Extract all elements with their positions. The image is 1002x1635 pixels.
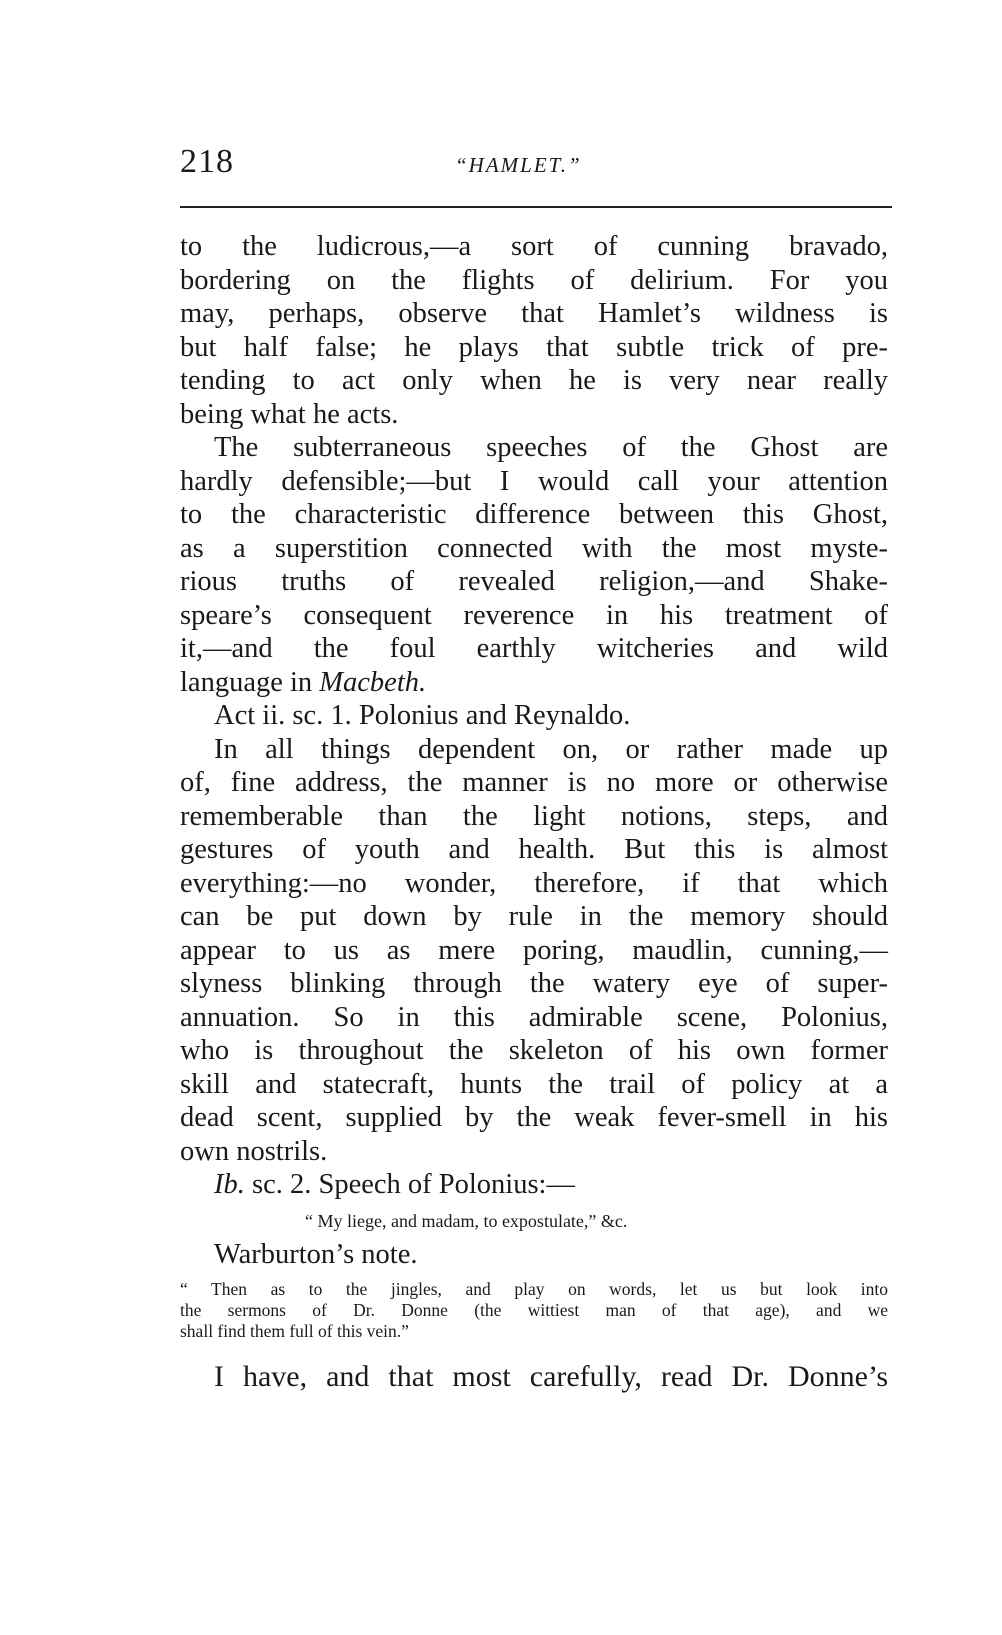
paragraph-3 — [180, 733, 888, 1169]
text-line: In all things dependent on, or rather made up — [214, 733, 888, 765]
page-number: 218 — [180, 143, 234, 180]
text-line: but half false; he plays that subtle trick of pre- — [180, 331, 888, 363]
text-line: of, fine address, the manner is no more or otherwise — [180, 767, 888, 798]
text-line: slyness blinking through the watery eye of super- — [180, 968, 888, 999]
text-line: being what he acts. — [180, 398, 399, 430]
text-line: it,—and the foul earthly witcheries and wild — [180, 633, 888, 664]
text-line: may, perhaps, observe that Hamlet’s wildness is — [180, 298, 888, 329]
text-line: own nostrils. — [180, 1135, 328, 1167]
note-line: “ Then as to the jingles, and play on words, let us but look into — [180, 1279, 888, 1299]
text-line — [180, 666, 888, 700]
text-line: as a superstition connected with the most myste- — [180, 532, 888, 564]
text-line: appear to us as mere poring, maudlin, cunning,— — [180, 934, 888, 966]
warburton-note — [180, 1279, 888, 1342]
body-text — [180, 230, 888, 1394]
text-line: dead scent, supplied by the weak fever-smell in his — [180, 1102, 888, 1133]
text-line: hardly defensible;—but I would call your attention — [180, 465, 888, 497]
act-heading: Act ii. sc. 1. Polonius and Reynaldo. — [214, 700, 631, 731]
paragraph-1 — [180, 230, 888, 431]
warburton-heading: Warburton’s note. — [214, 1238, 418, 1270]
text-line: The subterraneous speeches of the Ghost are — [214, 432, 888, 463]
final-line: I have, and that most carefully, read Dr. Donne’s — [214, 1360, 888, 1393]
spacer — [180, 1271, 888, 1279]
text-line: who is throughout the skeleton of his own former — [180, 1035, 888, 1066]
text-line: rious truths of revealed religion,—and Shake- — [180, 566, 888, 597]
text-line: to the ludicrous,—a sort of cunning bravado, — [180, 231, 888, 262]
spacer — [180, 1342, 888, 1360]
ib-abbrev: Ib. — [214, 1169, 245, 1200]
text-line: annuation. So in this admirable scene, Polonius, — [180, 1001, 888, 1033]
text-line: bordering on the flights of delirium. For you — [180, 264, 888, 296]
note-line: shall find them full of this vein.” — [180, 1321, 409, 1341]
text-line: can be put down by rule in the memory should — [180, 901, 888, 932]
header-rule — [180, 206, 892, 208]
polonius-quote: “ My liege, and madam, to expostulate,” &c. — [305, 1210, 628, 1231]
paragraph-2 — [180, 431, 888, 699]
text-line: rememberable than the light notions, steps, and — [180, 800, 888, 832]
text-line: gestures of youth and health. But this is almost — [180, 834, 888, 865]
page-header — [180, 143, 900, 193]
text-line: everything:—no wonder, therefore, if that which — [180, 867, 888, 899]
text-segment: language in — [180, 666, 320, 698]
note-line: the sermons of Dr. Donne (the wittiest man of that age), and we — [180, 1300, 888, 1320]
ib-heading — [180, 1168, 888, 1202]
text-line: skill and statecraft, hunts the trail of policy at a — [180, 1068, 888, 1100]
running-title: “HAMLET.” — [455, 153, 582, 177]
macbeth-title: Macbeth. — [319, 666, 427, 698]
text-line: speare’s consequent reverence in his treatment of — [180, 599, 888, 631]
text-line: tending to act only when he is very near really — [180, 365, 888, 396]
text-line: to the characteristic difference between this Ghost, — [180, 499, 888, 530]
text-segment: sc. 2. Speech of Polonius:— — [244, 1169, 575, 1200]
